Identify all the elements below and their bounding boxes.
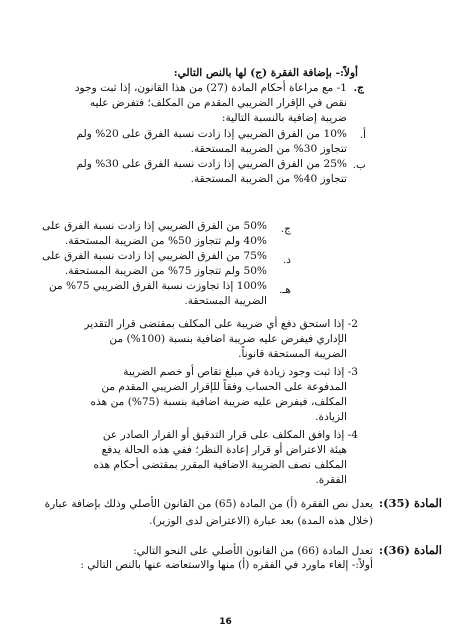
article-36-line-2: أولاً:- إلغاء ماورد في الفقره (أ) منها والاستعاضه عنها بالنص التالي :: [80, 559, 373, 571]
item-j-line-1: 50% من الفرق الضريبي إذا زادت نسبة الفرق على: [42, 220, 267, 232]
item-a-line-1: 10% من الفرق الضريبي إذا زادت نسبة الفرق على 20% ولم: [76, 128, 347, 140]
item-d-line-1: 75% من الفرق الضريبي إذا زادت نسبة الفرق على: [42, 250, 267, 262]
item-h-marker: هـ.: [278, 284, 291, 296]
clause-4-line-1: 4- إذا وافق المكلف على قرار التدقيق أو القرار الصادر عن: [102, 429, 358, 441]
clause-4-line-4: الفقرة.: [315, 474, 347, 486]
item-b-line-2: تتجاوز 40% من الضريبة المستحقة.: [190, 173, 347, 185]
clause-3-line-1: 3- إذا ثبت وجود زيادة في مبلغ تقاص أو خصم الضريبة: [123, 366, 358, 378]
article-35-line-2: (خلال هذه المدة) بعد عبارة (الاعتراض لدى الوزير).: [149, 515, 373, 527]
item-j-marker: ج.: [280, 223, 291, 235]
amendment-heading: أولاً:- بإضافة الفقرة (ج) لها بالنص التالي:: [173, 67, 358, 79]
item-h-line-2: الضريبة المستحقة.: [184, 295, 267, 307]
clause-2-line-3: الضريبة المستحقة قانوناً.: [238, 348, 347, 360]
item-d-marker: د.: [282, 254, 291, 266]
clause-3-line-2: المدفوعة على الحساب وفقاً للإقرار الضريبي المقدم من: [101, 381, 347, 393]
article-35-line-1: يعدل نص الفقرة (أ) من المادة (65) من القانون الأصلي وذلك بإضافة عبارة: [44, 498, 373, 510]
article-36-line-1: تعدل المادة (66) من القانون الأصلي على النحو التالي:: [133, 545, 373, 557]
clause-2-line-2: الإداري فيفرض عليه ضريبة اضافية بنسبة (100%) من: [109, 333, 347, 345]
article-35-label: المادة (35):: [378, 496, 442, 510]
para-j-marker: ج.: [353, 82, 364, 94]
article-36-label: المادة (36):: [378, 543, 442, 557]
clause-3-line-3: المكلف، فيفرض عليه ضريبة اضافية بنسبة (75%) من هذه: [90, 396, 347, 408]
item-a-marker: أ.: [359, 129, 366, 141]
clause-4-line-3: المكلف نصف الضريبة الاضافية المقرر بمقتضى أحكام هذه: [93, 459, 347, 471]
clause-2-line-1: 2- إذا استحق دفع أي ضريبة على المكلف بمقتضى قرار التقدير: [84, 318, 358, 330]
page-number: 16: [219, 617, 232, 627]
clause-3-line-4: الزيادة.: [315, 411, 347, 423]
item-h-line-1: 100% إذا تجاوزت نسبة الفرق الضريبي 75% من: [48, 280, 267, 292]
item-b-line-1: 25% من الفرق الضريبي إذا زادت نسبة الفرق على 30% ولم: [76, 158, 347, 170]
para-j-line-3: ضريبة إضافية بالنسبة التالية:: [221, 112, 347, 124]
para-j-line-1: 1- مع مراعاة أحكام المادة (27) من هذا القانون، إذا ثبت وجود: [74, 82, 347, 94]
item-a-line-2: تتجاوز 30% من الضريبة المستحقة.: [190, 143, 347, 155]
item-d-line-2: 50% ولم تتجاوز 75% من الضريبة المستحقة.: [64, 265, 267, 277]
para-j-line-2: نقص في الإقرار الضريبي المقدم من المكلف؛ فتفرض عليه: [89, 97, 347, 109]
item-b-marker: ب.: [352, 159, 366, 171]
clause-4-line-2: هيئة الاعتراض أو قرار إعادة النظر؛ ففي هذه الحالة يدفع: [101, 444, 347, 456]
item-j-line-2: 40% ولم تتجاوز 50% من الضريبة المستحقة.: [64, 235, 267, 247]
